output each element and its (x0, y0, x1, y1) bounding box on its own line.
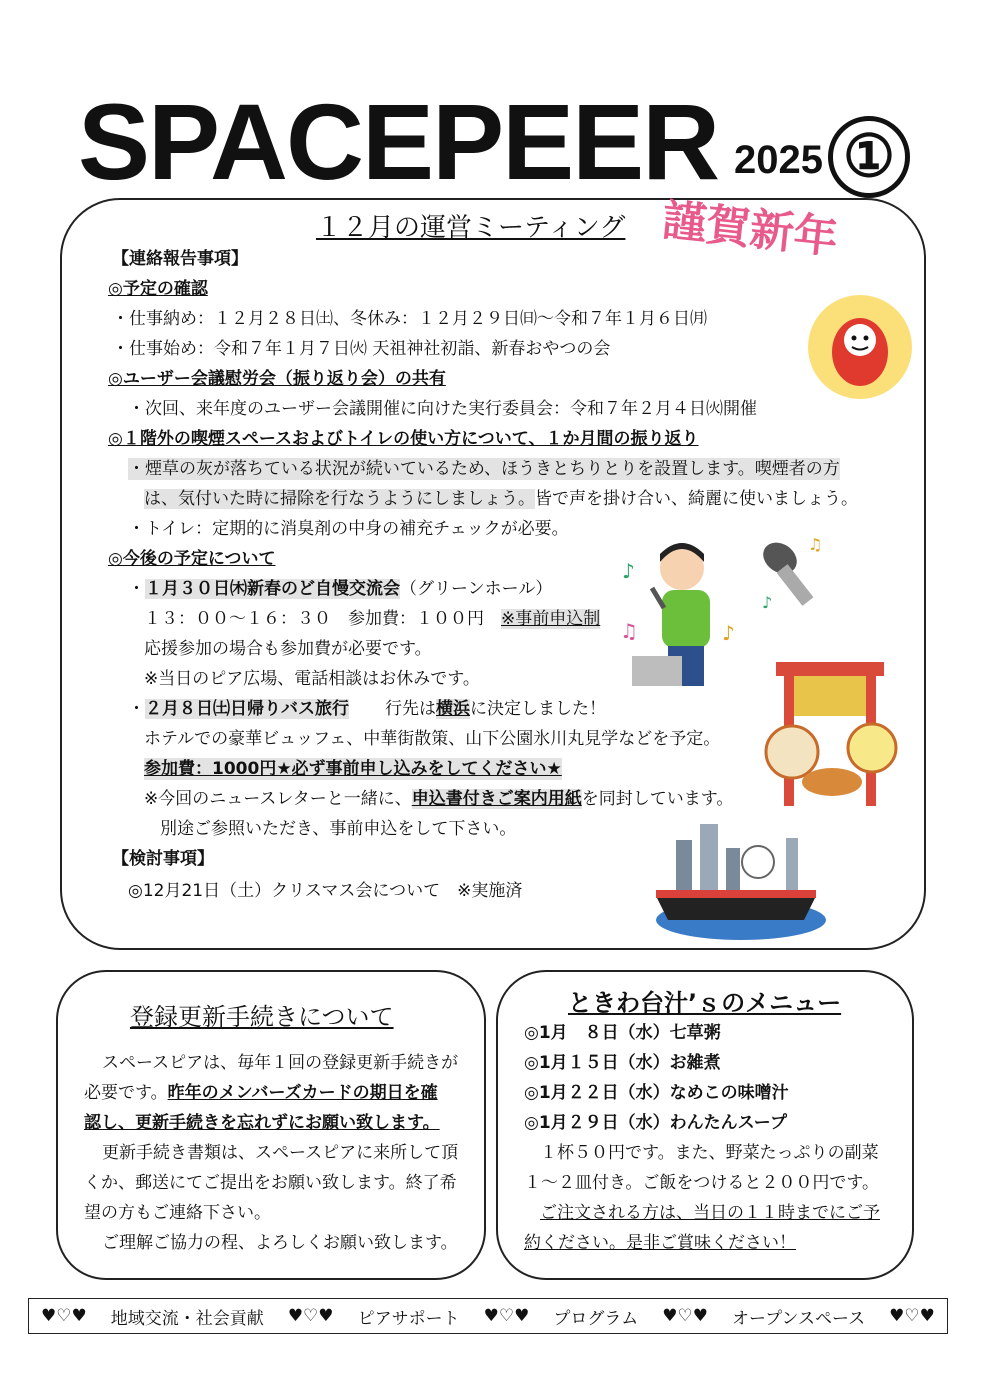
bus-line-4-link: 申込書付きご案内用紙 (411, 789, 582, 809)
bus-line-4 (144, 788, 733, 810)
svg-text:♫: ♫ (620, 619, 638, 643)
smoking-heading: ◎１階外の喫煙スペースおよびトイレの使い方について、１か月間の振り返り (108, 429, 699, 449)
footer-bar (28, 1298, 948, 1334)
menu-item: ◎1月２２日（水）なめこの味噌汁 (524, 1083, 789, 1103)
footer-item: 地域交流・社会貢献 (110, 1308, 264, 1329)
svg-text:♪: ♪ (722, 621, 735, 645)
heart-separator-icon: ♥♡♥ (41, 1306, 87, 1326)
reports-section-label: 【連絡報告事項】 (112, 249, 248, 269)
smoking-line-2a: は、気付いた時に掃除を行なうようにしましょう。 (144, 489, 535, 509)
bus-line-4-pre: ※今回のニュースレターと一緒に、 (144, 789, 412, 809)
svg-text:♫: ♫ (808, 535, 823, 554)
toilet-line: ・トイレ：定期的に消臭剤の中身の補充チェックが必要。 (128, 519, 569, 539)
karaoke-note: ※事前申込制 (501, 609, 601, 629)
new-year-greeting: 謹賀新年 (659, 194, 841, 265)
schedule-line-1: ・仕事納め：１２月２８日㈯、冬休み：１２月２９日㈰～令和７年１月６日㈪ (112, 309, 707, 329)
karaoke-line-4: ※当日のピア広場、電話相談はお休みです。 (144, 669, 480, 689)
smoking-line-2 (144, 488, 858, 510)
registration-p1-line1: スペースピアは、毎年１回の登録更新手続きが (102, 1053, 459, 1073)
menu-note-line4: 約ください。是非ご賞味ください！ (524, 1233, 796, 1253)
karaoke-bullet: ・ (128, 579, 145, 599)
masthead-year: 2025 (734, 138, 823, 182)
bus-line-5: 別途ご参照いただき、事前申込をして下さい。 (160, 819, 517, 839)
smoking-line-1: ・煙草の灰が落ちている状況が続いているため、ほうきとちりとりを設置します。喫煙者の方 (128, 459, 840, 479)
user-meeting-heading: ◎ユーザー会議慰労会（振り返り会）の共有 (108, 369, 446, 389)
registration-p3-line1: ご理解ご協力の程、よろしくお願い致します。 (102, 1233, 458, 1253)
bus-fee: 参加費：1000円★必ず事前申し込みをしてください★ (144, 759, 562, 779)
daruma-icon (800, 292, 920, 402)
registration-p1-line2 (84, 1082, 438, 1104)
svg-text:♪: ♪ (762, 593, 773, 612)
footer-item: オープンスペース (732, 1308, 866, 1329)
karaoke-title: １月３０日㈭新春のど自慢交流会 (145, 579, 400, 599)
footer-item: プログラム (553, 1308, 639, 1329)
masthead-title: SPACEPEER (78, 81, 719, 202)
menu-item: ◎1月２９日（水）わんたんスープ (524, 1113, 787, 1133)
chinatown-food-icon (762, 652, 898, 812)
menu-note-line1: １杯５０円です。また、野菜たっぷりの副菜 (540, 1143, 879, 1163)
karaoke-place: （グリーンホール） (400, 579, 553, 599)
bus-dest-pre: 行先は (385, 699, 436, 719)
registration-p2-line2: くか、郵送にてご提出をお願い致します。終了希 (84, 1173, 457, 1193)
bus-bullet: ・ (128, 699, 145, 719)
review-section-label: 【検討事項】 (112, 849, 214, 869)
user-meeting-line: ・次回、来年度のユーザー会議開催に向けた実行委員会：令和７年２月４日㈫開催 (128, 399, 757, 419)
menu-heading: ときわ台汁’ｓのメニュー (568, 989, 842, 1017)
menu-note-line3: ご注文される方は、当日の１１時までにご予 (540, 1203, 880, 1223)
issue-number: ① (828, 116, 910, 198)
bus-title: ２月８日㈯日帰りバス旅行 (145, 699, 349, 719)
registration-heading: 登録更新手続きについて (130, 1003, 394, 1031)
menu-note-line2: １～２皿付き。ご飯をつけると２００円です。 (524, 1173, 879, 1193)
footer-item: ピアサポート (357, 1308, 460, 1329)
smoking-line-2b: 皆で声を掛け合い、綺麗に使いましょう。 (535, 489, 858, 509)
schedule-heading: ◎予定の確認 (108, 279, 208, 299)
registration-p2-line3: 望の方もご連絡下さい。 (84, 1203, 271, 1223)
heart-separator-icon: ♥♡♥ (662, 1306, 708, 1326)
bus-line-1 (128, 698, 606, 720)
registration-p1-line2a: 必要です。 (84, 1083, 168, 1103)
bus-line-2: ホテルでの豪華ビュッフェ、中華街散策、山下公園氷川丸見学などを予定。 (144, 729, 721, 749)
karaoke-line-3: 応援参加の場合も参加費が必要です。 (144, 639, 432, 659)
review-line: ◎12月21日（土）クリスマス会について ※実施済 (128, 881, 523, 901)
meeting-heading: １２月の運営ミーティング (316, 213, 626, 243)
heart-separator-icon: ♥♡♥ (889, 1306, 935, 1326)
menu-item: ◎1月１５日（水）お雑煮 (524, 1053, 721, 1073)
karaoke-line-2 (144, 608, 600, 630)
karaoke-line-1 (128, 578, 552, 600)
yokohama-ship-icon (636, 820, 826, 942)
menu-item: ◎1月 ８日（水）七草粥 (524, 1023, 721, 1043)
karaoke-time: １３：００～１６：３０ 参加費：１００円 (144, 609, 484, 629)
schedule-line-2: ・仕事始め：令和７年１月７日㈫ 天祖神社初詣、新春おやつの会 (112, 339, 611, 359)
bus-line-4-post: を同封しています。 (581, 789, 734, 809)
registration-p2-line1: 更新手続き書類は、スペースピアに来所して頂 (102, 1143, 459, 1163)
svg-text:♪: ♪ (622, 559, 635, 583)
bus-destination: 横浜 (436, 699, 470, 719)
heart-separator-icon: ♥♡♥ (483, 1306, 530, 1326)
future-heading: ◎今後の予定について (108, 549, 276, 569)
registration-p1-line3: 認し、更新手続きを忘れずにお願い致します。 (84, 1113, 440, 1133)
bus-dest-post: に決定しました！ (470, 699, 606, 719)
registration-p1-line2b: 昨年のメンバーズカードの期日を確 (167, 1083, 438, 1103)
heart-separator-icon: ♥♡♥ (287, 1306, 334, 1326)
